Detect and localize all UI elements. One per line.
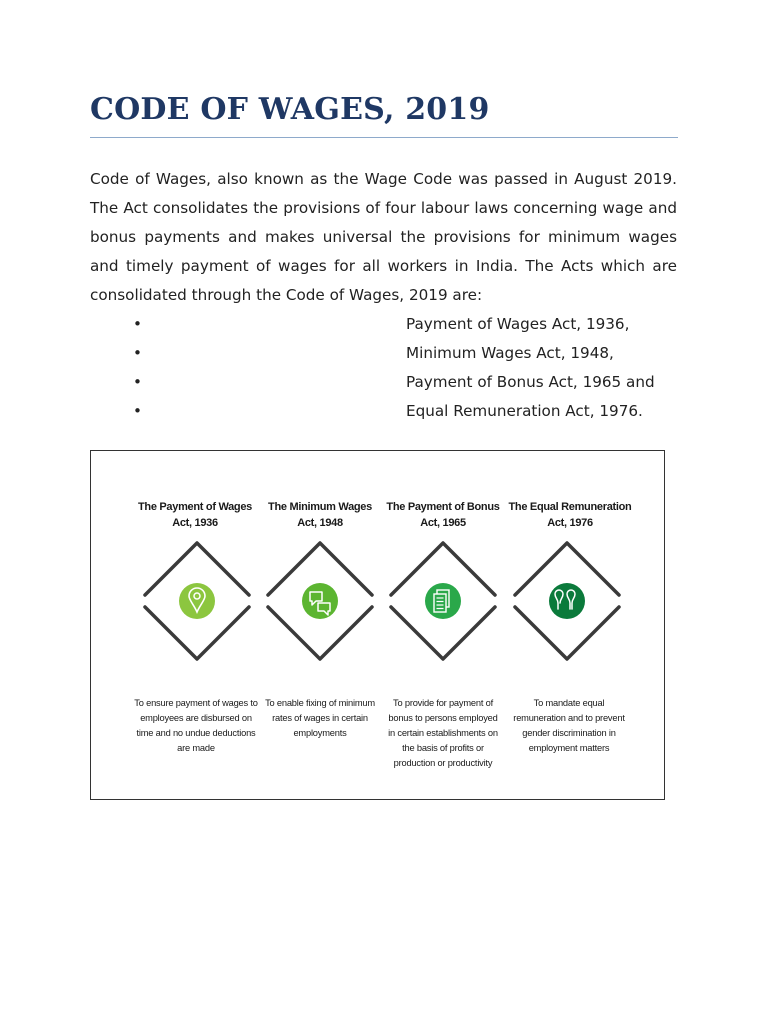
acts-infographic [90, 450, 665, 800]
act-title-line: The Payment of Bonus [386, 501, 500, 513]
intro-paragraph: Code of Wages, also known as the Wage Code was passed in August 2019. The Act consolidates the provisions of four labour laws concerning wage and bonus payments and makes universal the provisions for minimum wages and timely payment of wages for all workers in India. The Acts which are consolidated through the Code of Wages, 2019 are: [90, 170, 677, 304]
description-line: time and no undue deductions [136, 728, 256, 738]
description-line: To ensure payment of wages to [134, 698, 258, 708]
act-title-line: The Minimum Wages [268, 501, 372, 513]
list-item [0, 368, 768, 397]
bullet: • [133, 402, 142, 420]
act-title-line: Act, 1976 [547, 517, 593, 529]
acts-list [0, 310, 768, 426]
act-description-minimum-wages [255, 696, 385, 741]
list-item [0, 339, 768, 368]
bullet: • [133, 373, 142, 391]
description-line: remuneration and to prevent [513, 713, 625, 723]
description-line: are made [177, 743, 215, 753]
list-item-text: Payment of Wages Act, 1936, [406, 315, 630, 333]
act-title-line: Act, 1948 [297, 517, 343, 529]
list-item-text: Payment of Bonus Act, 1965 and [406, 373, 655, 391]
description-line: production or productivity [393, 758, 493, 768]
description-line: employees are disbursed on [140, 713, 252, 723]
act-title-payment-of-wages [130, 499, 260, 531]
page-title: CODE OF WAGES, 2019 [90, 92, 490, 127]
act-title-minimum-wages [255, 499, 385, 531]
act-description-equal-remuneration [504, 696, 634, 756]
act-title-line: Act, 1936 [172, 517, 218, 529]
list-item-text: Minimum Wages Act, 1948, [406, 344, 614, 362]
description-line: To mandate equal [533, 698, 605, 708]
act-description-payment-of-wages [131, 696, 261, 756]
list-item [0, 310, 768, 339]
location-pin-icon [179, 583, 215, 619]
act-title-line: Act, 1965 [420, 517, 466, 529]
list-item [0, 397, 768, 426]
description-line: gender discrimination in [522, 728, 616, 738]
people-icon [549, 583, 585, 619]
bullet: • [133, 344, 142, 362]
act-title-line: The Payment of Wages [137, 501, 252, 513]
description-line: the basis of profits or [402, 743, 484, 753]
act-title-equal-remuneration [505, 499, 635, 531]
title-underline [90, 137, 678, 138]
description-line: To provide for payment of [393, 698, 493, 708]
description-line: employment matters [528, 743, 610, 753]
documents-icon [425, 583, 461, 619]
description-line: To enable fixing of minimum [265, 698, 375, 708]
description-line: bonus to persons employed [388, 713, 498, 723]
list-item-text: Equal Remuneration Act, 1976. [406, 402, 643, 420]
description-line: rates of wages in certain [272, 713, 368, 723]
description-line: in certain establishments on [388, 728, 498, 738]
act-description-payment-of-bonus [378, 696, 508, 771]
chat-bubbles-icon [302, 583, 338, 619]
act-title-payment-of-bonus [378, 499, 508, 531]
description-line: employments [293, 728, 347, 738]
act-title-line: The Equal Remuneration [508, 501, 632, 513]
bullet: • [133, 315, 142, 333]
